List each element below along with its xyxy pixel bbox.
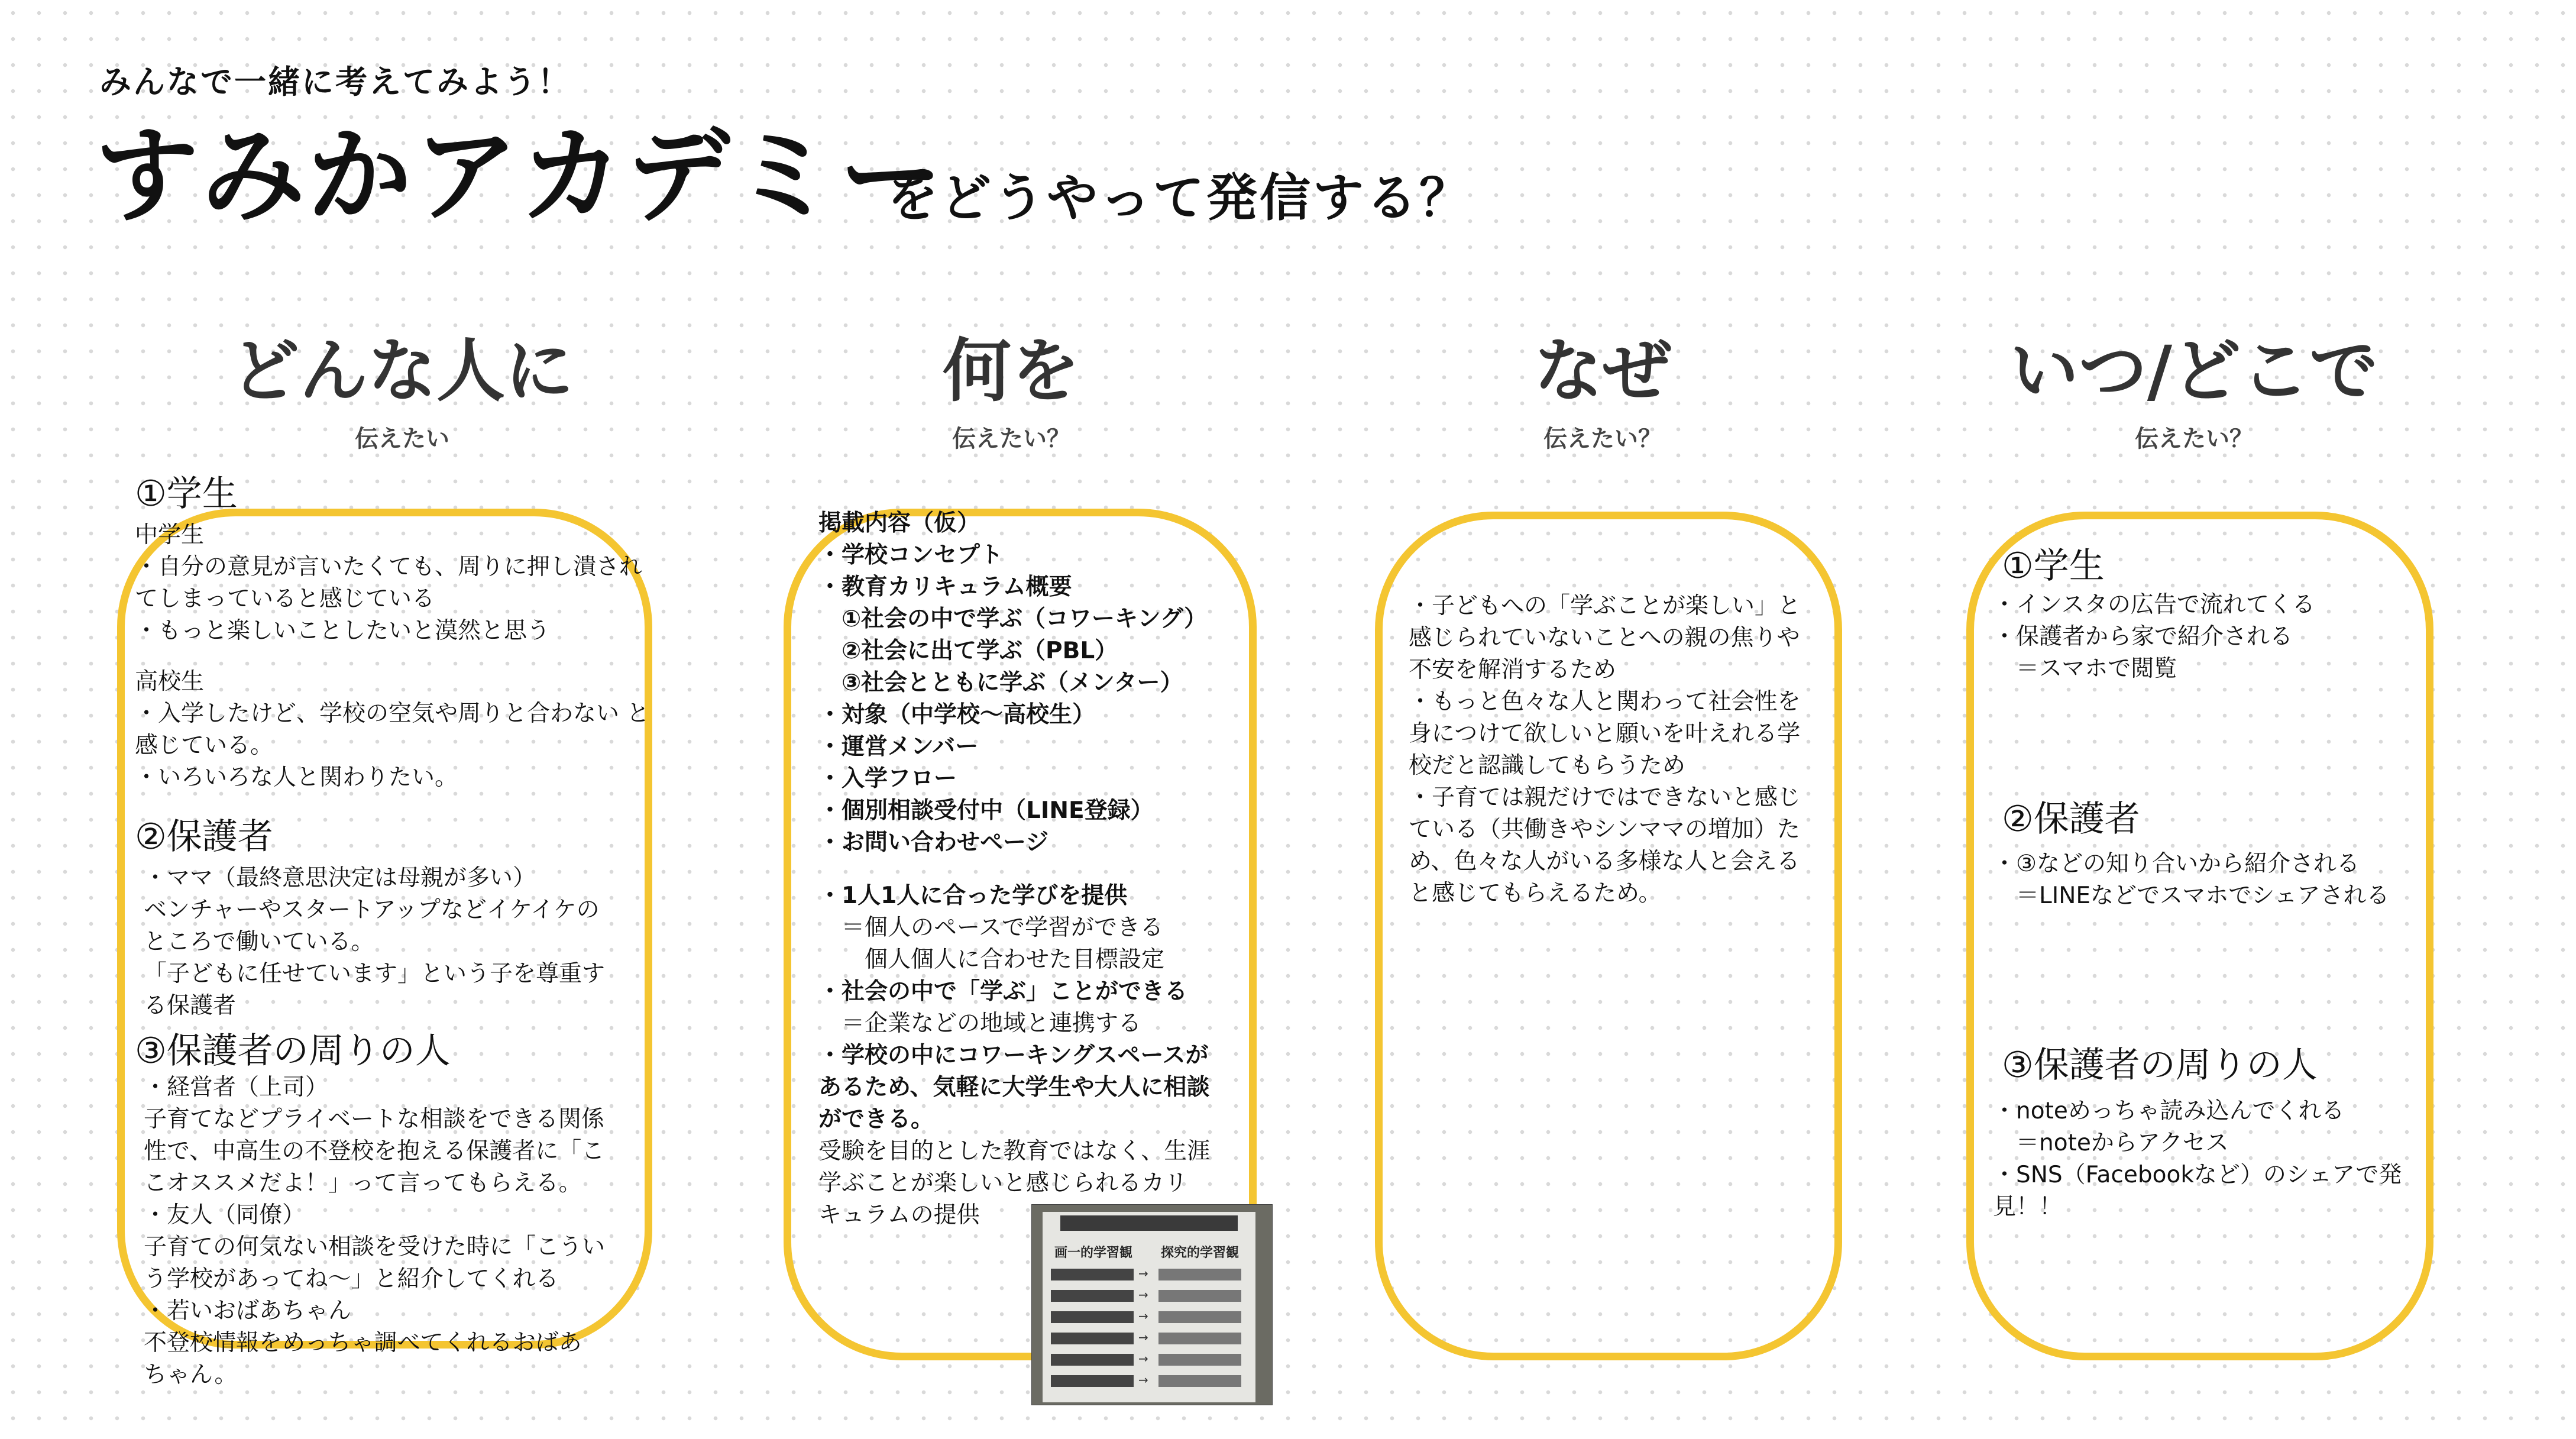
what-point-coworking: ・学校の中にコワーキングスペースが あるため、気軽に大学生や大人に相談 ができる。 bbox=[818, 1042, 1210, 1133]
what-point-individual: ・1人1人に合った学びを提供 bbox=[818, 882, 1128, 909]
column-heading-when: いつ/どこで bbox=[2009, 331, 2378, 411]
photo-left-row bbox=[1051, 1354, 1134, 1366]
photo-right-row bbox=[1158, 1311, 1241, 1323]
who-heading-students: ①学生 bbox=[135, 473, 238, 515]
who-heading-parents: ②保護者 bbox=[135, 816, 273, 858]
column-heading-what: 何を bbox=[943, 331, 1080, 411]
photo-left-row bbox=[1051, 1311, 1134, 1323]
who-students-junior: 中学生 ・自分の意見が言いたくても、周りに押し潰され てしまっていると感じている ・もっと楽しいことしたいと漠然と思う bbox=[135, 522, 643, 644]
what-point-curriculum: 受験を目的とした教育ではなく、生涯 学ぶことが楽しいと感じられるカリ キュラムの提供 bbox=[818, 1138, 1211, 1228]
photo-left-row bbox=[1051, 1375, 1134, 1387]
photo-right-header: 探究的学習観 bbox=[1161, 1246, 1240, 1260]
photo-arrow-icon: → bbox=[1138, 1330, 1148, 1344]
what-contents-list: 掲載内容（仮） ・学校コンセプト ・教育カリキュラム概要 ①社会の中で学ぶ（コワーキング） ②社会に出て学ぶ（PBL） ③社会とともに学ぶ（メンター） ・対象（中学校〜高校生） ・運営メンバー ・入学フロー ・個別相談受付中（LINE登録） ・お問い合わせページ bbox=[818, 510, 1208, 856]
column-heading-who: どんな人に bbox=[231, 331, 574, 411]
what-point-society-detail: ＝企業などの地域と連携する bbox=[818, 1010, 1142, 1037]
column-sub-when: 伝えたい？ bbox=[2135, 425, 2253, 452]
photo-header-bar bbox=[1060, 1215, 1238, 1231]
who-students-senior: 高校生 ・入学したけど、学校の空気や周りと合わない と感じている。 ・いろいろな人と関わりたい。 bbox=[135, 668, 650, 791]
who-around-parents-text: ・経営者（上司） 子育てなどプライベートな相談をできる関係 性で、中高生の不登校を抱える保護者に「こ こオススメだよ！」って言ってもらえる。 ・友人（同僚） 子育ての何気ない相談を受けた時に「こうい う学校があってね〜」と紹介してくれる ・若いおばあちゃん 不登校情報をめっちゃ調べてくれるおばあ ちゃん。 bbox=[144, 1074, 606, 1388]
who-heading-around-parents: ③保護者の周りの人 bbox=[135, 1030, 451, 1072]
photo-arrow-icon: → bbox=[1138, 1309, 1148, 1323]
photo-right-row bbox=[1158, 1354, 1241, 1366]
page-subtitle: みんなで一緒に考えてみよう！ bbox=[99, 63, 571, 101]
photo-left-row bbox=[1051, 1290, 1134, 1302]
when-students-text: ・インスタの広告で流れてくる ・保護者から家で紹介される ＝スマホで閲覧 bbox=[1993, 591, 2315, 682]
why-reasons-text: ・子どもへの「学ぶことが楽しい」と 感じられていないことへの親の焦りや 不安を解消するため ・もっと色々な人と関わって社会性を 身につけて欲しいと願いを叶えれる学 校だと認識してもらうため ・子育ては親だけではできないと感じ ている（共働きやシンママの増加）た め、色々な人がいる多様な人と会える と感じてもらえるため。 bbox=[1409, 593, 1801, 907]
column-sub-why: 伝えたい？ bbox=[1543, 425, 1662, 452]
when-heading-around-parents: ③保護者の周りの人 bbox=[2002, 1045, 2318, 1086]
when-parents-text: ・③などの知り合いから紹介される ＝LINEなどでスマホでシェアされる bbox=[1993, 851, 2390, 909]
photo-left-header: 画一的学習観 bbox=[1054, 1246, 1133, 1260]
what-point-society: ・社会の中で「学ぶ」ことができる bbox=[818, 978, 1188, 1005]
column-sub-what: 伝えたい？ bbox=[952, 425, 1070, 452]
textbook-page bbox=[1043, 1212, 1255, 1402]
photo-arrow-icon: → bbox=[1138, 1351, 1148, 1366]
when-around-parents-text: ・noteめっちゃ読み込んでくれる ＝noteからアクセス ・SNS（Facebookなど）のシェアで発 見！！ bbox=[1993, 1098, 2402, 1220]
photo-left-row bbox=[1051, 1333, 1134, 1344]
column-sub-who: 伝えたい bbox=[355, 425, 449, 452]
photo-right-row bbox=[1158, 1375, 1241, 1387]
what-point-individual-detail: ＝個人のペースで学習ができる 個人個人に合わせた目標設定 bbox=[842, 914, 1165, 973]
textbook-photo bbox=[1031, 1204, 1273, 1405]
photo-arrow-icon: → bbox=[1138, 1288, 1148, 1302]
page-title: すみかアカデミー bbox=[95, 115, 946, 237]
photo-right-row bbox=[1158, 1269, 1241, 1280]
when-heading-students: ①学生 bbox=[2002, 545, 2105, 587]
photo-arrow-icon: → bbox=[1138, 1373, 1148, 1387]
page-title-rest: をどうやって発信する？ bbox=[887, 169, 1473, 228]
photo-right-row bbox=[1158, 1290, 1241, 1302]
photo-right-row bbox=[1158, 1333, 1241, 1344]
photo-left-row bbox=[1051, 1269, 1134, 1280]
photo-arrow-icon: → bbox=[1138, 1266, 1148, 1280]
column-heading-why: なぜ bbox=[1534, 331, 1671, 411]
who-parents-text: ・ママ（最終意思決定は母親が多い） ベンチャーやスタートアップなどイケイケの ところで働いている。 「子どもに任せています」という子を尊重す る保護者 bbox=[144, 865, 606, 1019]
when-heading-parents: ②保護者 bbox=[2002, 798, 2140, 840]
